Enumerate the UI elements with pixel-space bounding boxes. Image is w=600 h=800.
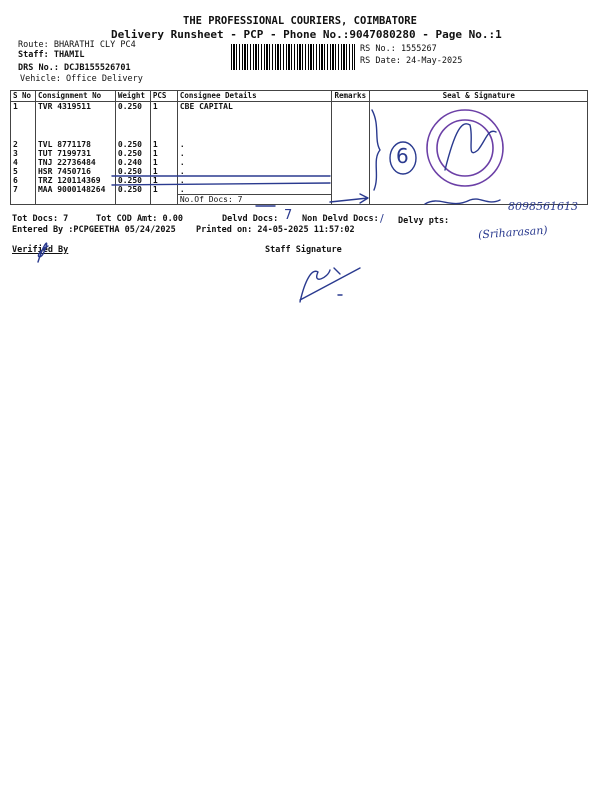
tot-docs: Tot Docs: 7 — [12, 214, 69, 224]
cell-cno: TNJ 22736484 — [35, 158, 115, 167]
col-weight: Weight — [115, 91, 150, 102]
handwritten-name: (Sriharasan) — [477, 223, 549, 242]
col-consignment: Consignment No — [35, 91, 115, 102]
cell-weight: 0.250 — [115, 140, 150, 149]
remarks-bracket — [372, 110, 380, 190]
col-sno: S No — [11, 91, 36, 102]
entered-by: Entered By :PCPGEETHA 05/24/2025 — [12, 225, 176, 235]
staff-label: Staff: THAMIL — [18, 50, 85, 60]
vehicle-label: Vehicle: Office Delivery — [20, 74, 143, 84]
cell-pcs: 1 — [150, 102, 177, 140]
cell-weight: 0.250 — [115, 167, 150, 176]
delvy-pts: Delvy pts: — [398, 216, 450, 226]
col-remarks: Remarks — [332, 91, 370, 102]
staff-signature — [300, 268, 360, 302]
cell-consignee: . — [177, 176, 332, 185]
printed-on: Printed on: 24-05-2025 11:57:02 — [196, 225, 355, 235]
cell-sno: 6 — [11, 176, 36, 185]
cell-weight: 0.250 — [115, 149, 150, 158]
company-title: THE PROFESSIONAL COURIERS, COIMBATORE — [183, 15, 417, 27]
drs-number: DRS No.: DCJB155526701 — [18, 63, 131, 73]
cell-pcs: 1 — [150, 140, 177, 149]
cell-weight: 0.250 — [115, 185, 150, 195]
runsheet-subtitle: Delivery Runsheet - PCP - Phone No.:9047080280 - Page No.:1 — [111, 28, 502, 41]
cell-cno: TRZ 120114369 — [35, 176, 115, 185]
cell-consignee: . — [177, 140, 332, 149]
cell-cno: TVR 4319511 — [35, 102, 115, 140]
cell-sno: 5 — [11, 167, 36, 176]
tot-cod: Tot COD Amt: 0.00 — [96, 214, 183, 224]
handwriting-overlay — [0, 0, 600, 320]
col-seal: Seal & Signature — [370, 91, 588, 102]
verified-mark — [38, 243, 48, 262]
cell-weight: 0.250 — [115, 102, 150, 140]
no-of-docs: No.Of Docs: 7 — [177, 194, 332, 204]
handwritten-count: 6 — [396, 144, 409, 168]
cell-consignee: . — [177, 149, 332, 158]
cell-cno: TVL 8771178 — [35, 140, 115, 149]
cell-pcs: 1 — [150, 185, 177, 195]
verified-by: Verified By — [12, 245, 69, 255]
count-circle — [390, 142, 416, 174]
rs-date: RS Date: 24-May-2025 — [360, 56, 463, 66]
col-consignee: Consignee Details — [177, 91, 332, 102]
cell-sno: 7 — [11, 185, 36, 195]
strike-lines — [112, 176, 330, 185]
cell-consignee: . — [177, 167, 332, 176]
staff-signature-label: Staff Signature — [265, 245, 342, 255]
handwritten-non-delivered: / — [380, 212, 384, 225]
seal-stamp — [427, 110, 503, 186]
cell-pcs: 1 — [150, 176, 177, 185]
cell-pcs: 1 — [150, 149, 177, 158]
delvd-docs: Delvd Docs: — [222, 214, 279, 224]
cell-consignee: CBE CAPITAL — [177, 102, 332, 140]
cell-sno: 1 — [11, 102, 36, 140]
col-pcs: PCS — [150, 91, 177, 102]
cell-pcs: 1 — [150, 158, 177, 167]
route-label: Route: BHARATHI CLY PC4 — [18, 40, 136, 50]
cell-cno: MAA 9000148264 — [35, 185, 115, 195]
handwritten-delivered-count: 7 — [284, 208, 293, 223]
cell-sno: 4 — [11, 158, 36, 167]
cell-cno: HSR 7450716 — [35, 167, 115, 176]
cell-sno: 2 — [11, 140, 36, 149]
handwritten-phone: 8098561613 — [508, 200, 578, 213]
cell-sno: 3 — [11, 149, 36, 158]
cell-cno: TUT 7199731 — [35, 149, 115, 158]
cell-pcs: 1 — [150, 167, 177, 176]
rs-number: RS No.: 1555267 — [360, 44, 437, 54]
cell-consignee: . — [177, 185, 332, 195]
cell-weight: 0.250 — [115, 176, 150, 185]
non-delvd-docs: Non Delvd Docs: — [302, 214, 379, 224]
cell-weight: 0.240 — [115, 158, 150, 167]
cell-consignee: . — [177, 158, 332, 167]
arrow-mark — [330, 194, 368, 203]
